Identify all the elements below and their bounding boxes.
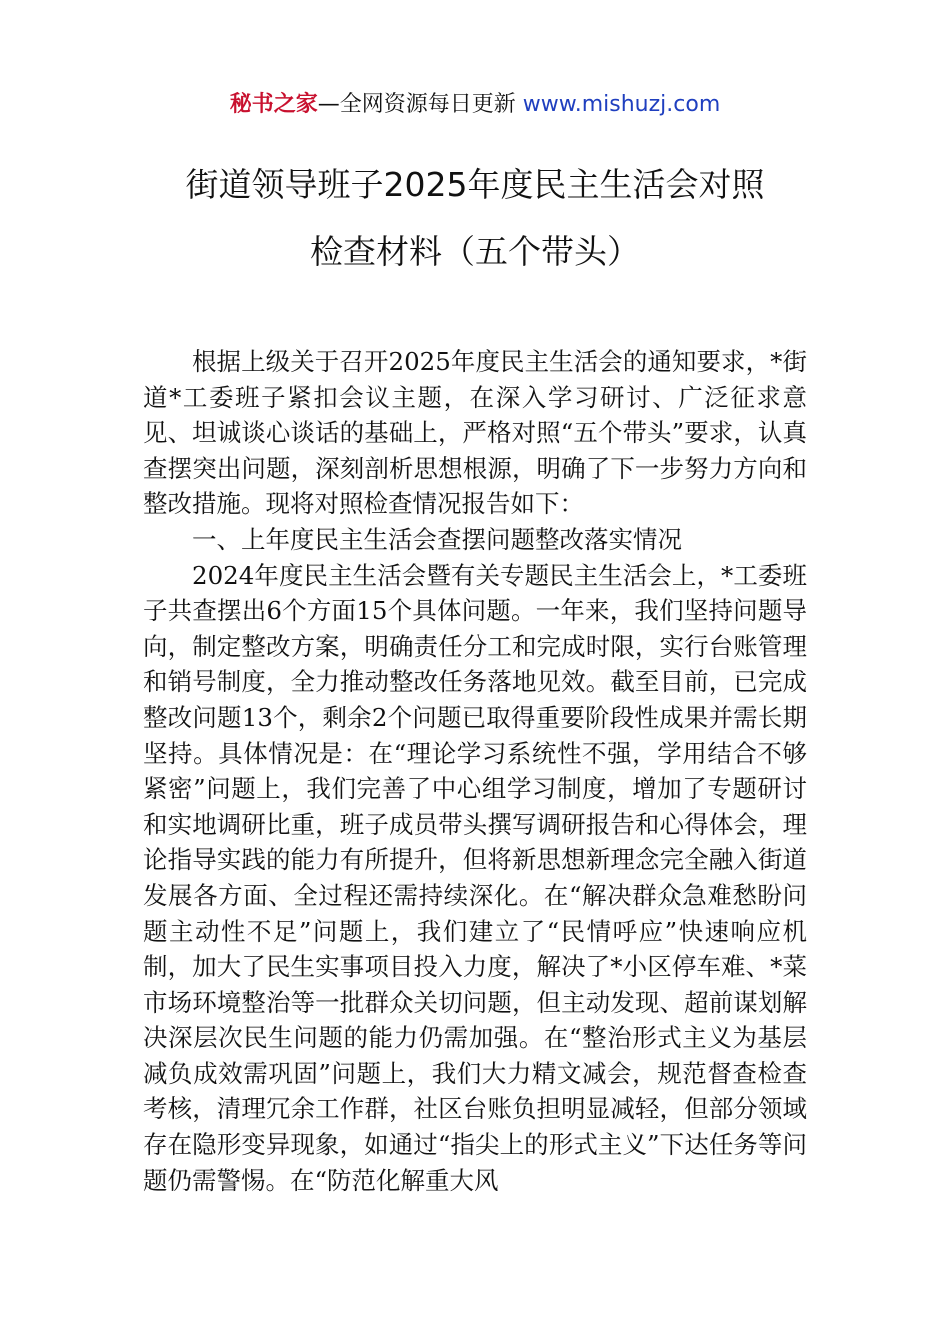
section-heading-1: 一、上年度民主生活会查摆问题整改落实情况 xyxy=(192,524,682,554)
intro-paragraph: 根据上级关于召开2025年度民主生活会的通知要求，*街道*工委班子紧扣会议主题，在深入学习研讨、广泛征求意见、坦诚谈心谈话的基础上，严格对照“五个带头”要求，认真查摆突出问题，深刻剖析思想根源，明确了下一步努力方向和整改措施。现将对照检查情况报告如下： xyxy=(143,347,807,519)
site-url-link[interactable]: www.mishuzj.com xyxy=(522,92,721,117)
document-body xyxy=(143,344,807,1198)
header-tagline: —全网资源每日更新 xyxy=(317,92,523,117)
body-paragraph: 2024年度民主生活会暨有关专题民主生活会上，*工委班子共查摆出6个方面15个具体问题。一年来，我们坚持问题导向，制定整改方案，明确责任分工和完成时限，实行台账管理和销号制度，全力推动整改任务落地见效。截至目前，已完成整改问题13个，剩余2个问题已取得重要阶段性成果并需长期坚持。具体情况是：在“理论学习系统性不强，学用结合不够紧密”问题上，我们完善了中心组学习制度，增加了专题研讨和实地调研比重，班子成员带头撰写调研报告和心得体会，理论指导实践的能力有所提升，但将新思想新理念完全融入街道发展各方面、全过程还需持续深化。在“解决群众急难愁盼问题主动性不足”问题上，我们建立了“民情呼应”快速响应机制，加大了民生实事项目投入力度，解决了*小区停车难、*菜市场环境整治等一批群众关切问题，但主动发现、超前谋划解决深层次民生问题的能力仍需加强。在“整治形式主义为基层减负成效需巩固”问题上，我们大力精文减会，规范督查检查考核，清理冗余工作群，社区台账负担明显减轻，但部分领域存在隐形变异现象，如通过“指尖上的形式主义”下达任务等问题仍需警惕。在“防范化解重大风 xyxy=(143,560,807,1195)
document-title-line-2: 检查材料（五个带头） xyxy=(310,232,640,271)
brand-name: 秘书之家 xyxy=(229,92,318,117)
site-header xyxy=(0,88,950,122)
document-title-line-1: 街道领导班子2025年度民主生活会对照 xyxy=(185,165,765,204)
